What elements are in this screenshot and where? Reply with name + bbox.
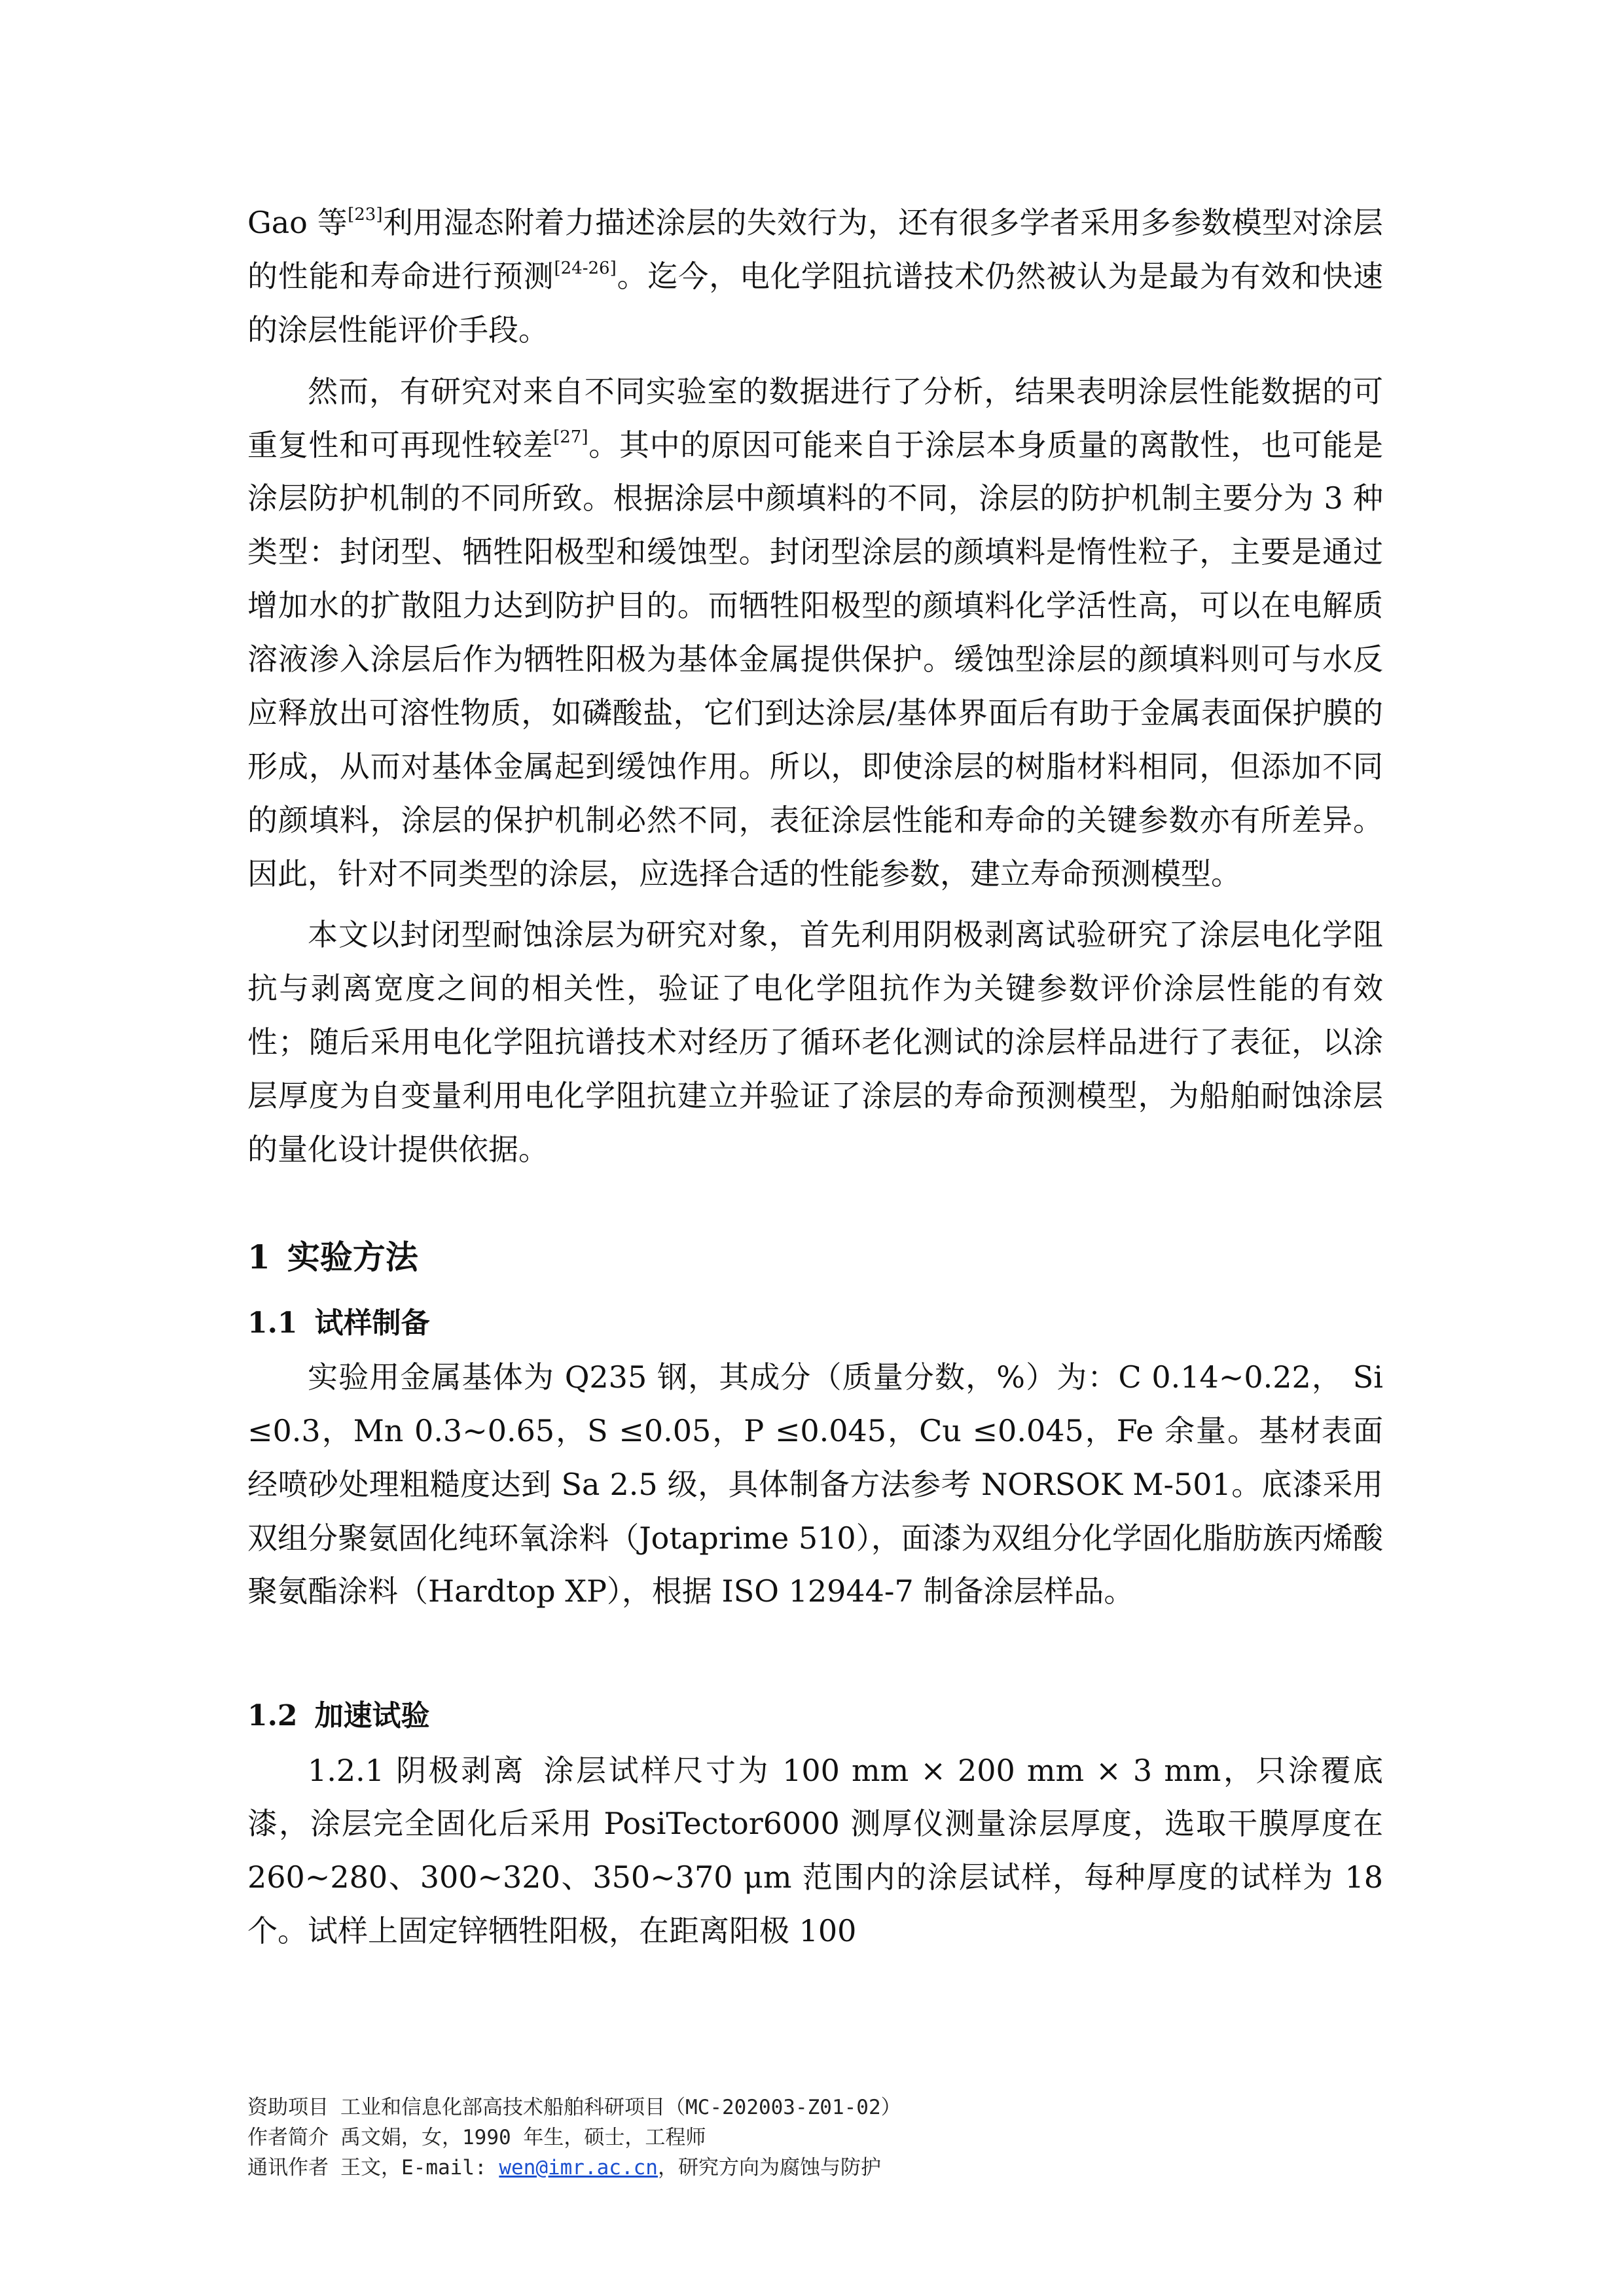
subsection-heading-1-2 [247,1697,1383,1734]
section-heading-1 [247,1236,1383,1278]
p2-text-a: 然而，有研究对来自不同实验室的数据进行了分析，结果表明涂层性能数据的可重复性和可再现性较差 [247,373,1383,463]
paragraph-2 [247,365,1383,901]
paragraph-5 [247,1744,1383,1959]
subsection-title: 加速试验 [314,1699,430,1733]
subsection-title: 试样制备 [314,1306,430,1340]
section-title: 实验方法 [287,1237,418,1276]
subsection-number: 1.2 [247,1699,298,1733]
main-body [247,196,1383,1966]
email-link[interactable]: wen@imr.ac.cn [499,2156,658,2179]
footnote-block [247,2092,1383,2183]
p1-text-a: Gao 等 [247,205,348,240]
correspondence-label: 通讯作者 [247,2156,329,2179]
section-number: 1 [247,1237,270,1276]
funding-text: 工业和信息化部高技术船舶科研项目（MC-202003-Z01-02） [340,2096,901,2119]
citation-ref-23: [23] [348,205,383,224]
author-label: 作者简介 [247,2126,329,2149]
p1-text-b: 利用湿态附着力描述涂层的失效行为，还有很多学者采用多参数模型对涂层的性能和寿命进行预测 [247,205,1383,294]
subsection-heading-1-1 [247,1304,1383,1342]
citation-ref-24-26: [24-26] [554,258,617,278]
correspondence-text: 王文，E-mail: [340,2156,487,2179]
correspondence-line [247,2153,1383,2183]
paragraph-1 [247,196,1383,357]
research-field-text: ，研究方向为腐蚀与防护 [657,2156,881,2179]
paragraph-4: 实验用金属基体为 Q235 钢，其成分（质量分数，%）为：C 0.14~0.22， Si ≤0.3，Mn 0.3~0.65，S ≤0.05，P ≤0.045，Cu ≤0.045，Fe 余量。基材表面经喷砂处理粗糙度达到 Sa 2.5 级，具体制备方法参考 NORSOK M-501。底漆采用双组分聚氨固化纯环氧涂料（Jotaprime 510），面漆为双组分化学固化脂肪族丙烯酸聚氨酯涂料（Hardtop XP），根据 ISO 12944-7 制备涂层样品。 [247,1359,1383,1609]
subsection-number: 1.1 [247,1306,298,1340]
author-text: 禹文娟，女，1990 年生，硕士，工程师 [340,2126,706,2149]
funding-label: 资助项目 [247,2096,329,2119]
subsubsection-label: 1.2.1 阴极剥离 [308,1752,526,1788]
p2-text-b: 。其中的原因可能来自于涂层本身质量的离散性，也可能是涂层防护机制的不同所致。根据涂层中颜填料的不同，涂层的防护机制主要分为 3 种类型：封闭型、牺牲阳极型和缓蚀型。封闭型涂层的颜填料是惰性粒子，主要是通过增加水的扩散阻力达到防护目的。而牺牲阳极型的颜填料化学活性高，可以在电解质溶液渗入涂层后作为牺牲阳极为基体金属提供保护。缓蚀型涂层的颜填料则可与水反应释放出可溶性物质，如磷酸盐，它们到达涂层/基体界面后有助于金属表面保护膜的形成，从而对基体金属起到缓蚀作用。所以，即使涂层的树脂材料相同，但添加不同的颜填料，涂层的保护机制必然不同，表征涂层性能和寿命的关键参数亦有所差异。因此，针对不同类型的涂层，应选择合适的性能参数，建立寿命预测模型。 [247,427,1384,891]
paragraph-3: 本文以封闭型耐蚀涂层为研究对象，首先利用阴极剥离试验研究了涂层电化学阻抗与剥离宽度之间的相关性，验证了电化学阻抗作为关键参数评价涂层性能的有效性；随后采用电化学阻抗谱技术对经历了循环老化测试的涂层样品进行了表征，以涂层厚度为自变量利用电化学阻抗建立并验证了涂层的寿命预测模型，为船舶耐蚀涂层的量化设计提供依据。 [247,917,1383,1167]
funding-line [247,2092,1383,2123]
author-line [247,2123,1383,2153]
p5-text: 涂层试样尺寸为 100 mm × 200 mm × 3 mm，只涂覆底漆，涂层完全固化后采用 PosiTector6000 测厚仪测量涂层厚度，选取干膜厚度在 260~280、300~320、350~370 μm 范围内的涂层试样，每种厚度的试样为 18 个。试样上固定锌牺牲阳极，在距离阳极 100 [247,1752,1383,1949]
p1-text-c: 。迄今，电化学阻抗谱技术仍然被认为是最为有效和快速的涂层性能评价手段。 [247,258,1384,348]
citation-ref-27: [27] [553,427,588,447]
